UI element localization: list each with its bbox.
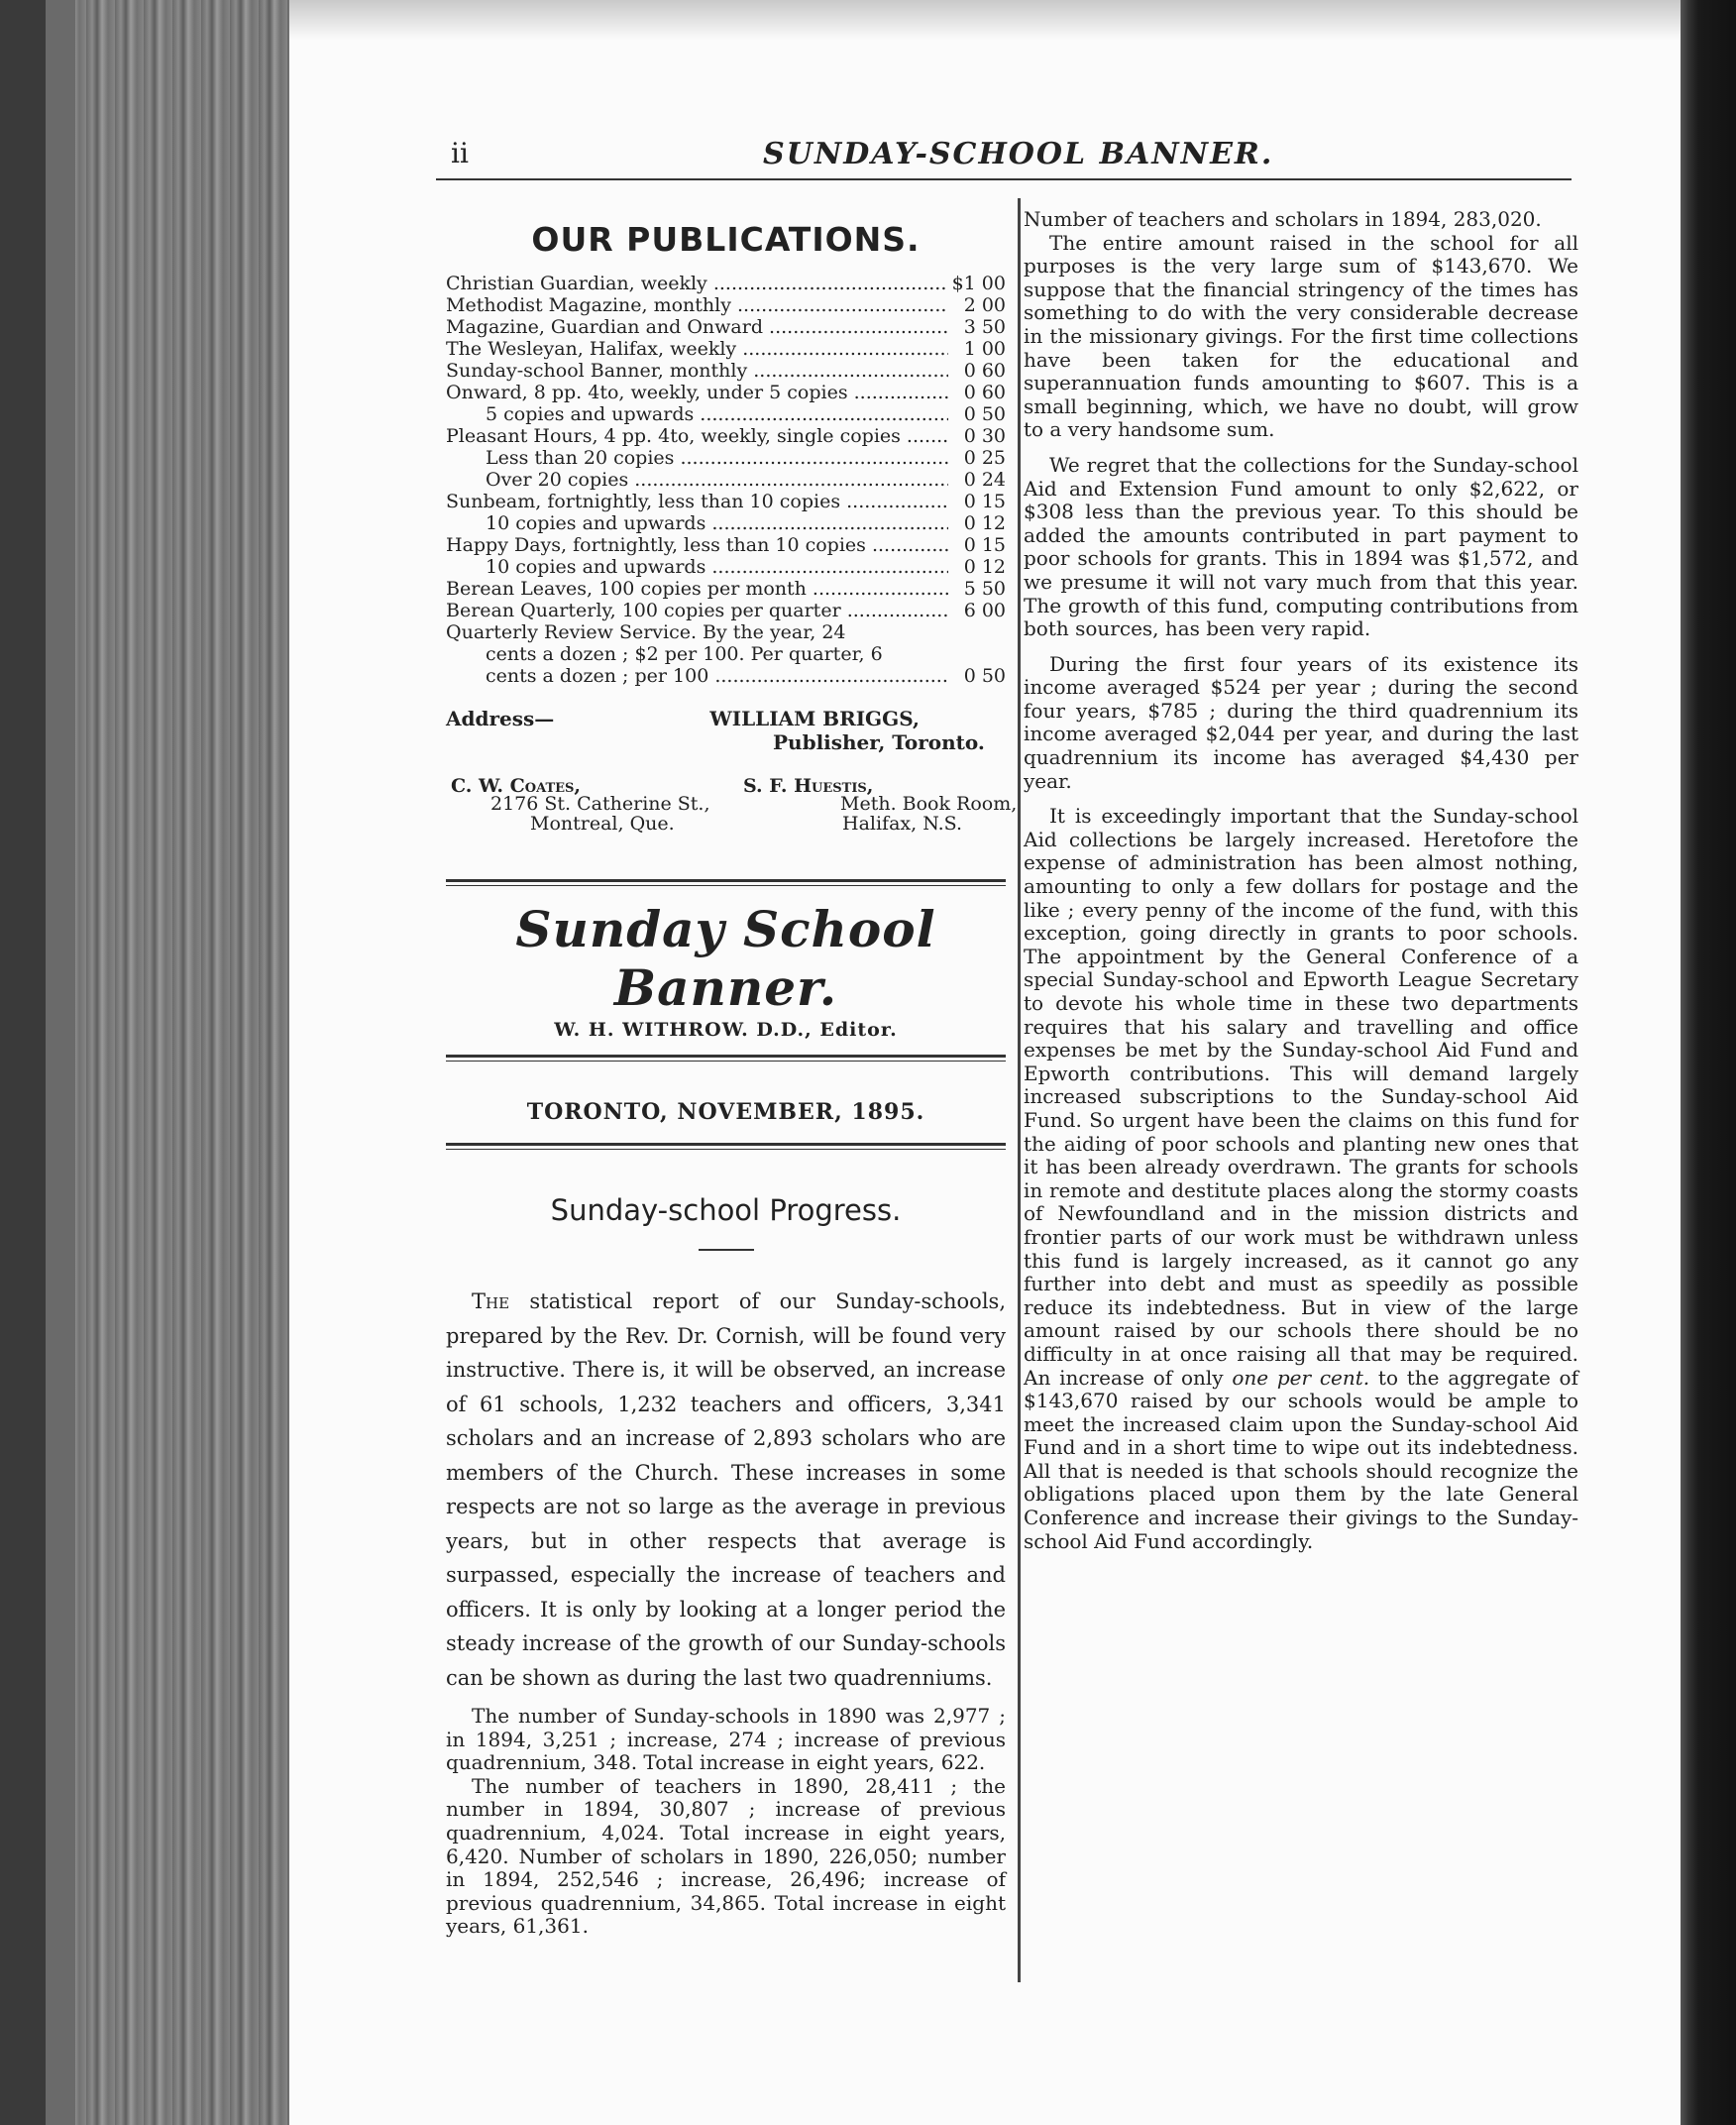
- right-column: [1024, 208, 1578, 1553]
- paragraph-8-text-a: It is exceedingly important that the Sunday-school Aid collections be largely increased. Heretofore the expense of administration has been almost nothing, amounting to only a few dollars for postage and the like ; every penny of the income of the fund, with this exception, going directly in grants to poor schools. The appointment by the General Conference of a special Sunday-school and Epworth League Secretary to devote his whole time in these two departments requires that his salary and travelling and office expenses be met by the Sunday-school Aid Fund and Epworth contributions. This will demand largely increased subscriptions to the Sunday-school Aid Fund. So urgent have been the claims on this fund for the aiding of poor schools and planting new ones that it has been already overdrawn. The grants for schools in remote and destitute places along the stormy coasts of Newfoundland and in the mission districts and frontier parts of our work must be withdrawn unless this fund is largely increased, as it cannot go any further into debt and must as speedily as possible reduce its indebtedness. But in view of the large amount raised by our schools there should be no difficulty in at once raising all that may be required. An increase of only: [1024, 804, 1578, 1390]
- article-paragraph-8: [1024, 805, 1578, 1553]
- dateline: TORONTO, NOVEMBER, 1895.: [526, 1099, 925, 1125]
- drop-word: The: [472, 1289, 510, 1313]
- masthead-title: Sunday School Banner.: [515, 900, 936, 1017]
- price-row: [446, 403, 1006, 425]
- publication-name: Over 20 copies .....: [446, 469, 948, 491]
- article-paragraph-6: We regret that the collections for the Sunday-school Aid and Extension Fund amount to only $2,622, or $308 less than the previous year. To this should be added the amounts contributed in part payment to poor schools for grants. This in 1894 was $1,572, and we presume it will not vary much from that this year. The growth of this fund, computing contributions from both sources, has been very rapid.: [1024, 452, 1578, 641]
- halifax-agent: S. F. Huestis,: [743, 775, 874, 797]
- spine-shadow: [46, 0, 75, 2125]
- publication-price: $1 00: [951, 273, 1006, 294]
- publication-price: 0 50: [963, 403, 1006, 425]
- header-rule: [436, 178, 1572, 180]
- paragraph-8-text-b: to the aggregate of $143,670 raised by our schools would be ample to meet the increased claim upon the Sunday-school Aid Fund and in a short time to wipe out its indebtedness. All that is needed is that schools should recognize the obligations placed upon them by the late General Conference and increase their givings to the Sunday-school Aid Fund accordingly.: [1024, 1365, 1578, 1553]
- publication-name: Less than 20 copies .....: [446, 447, 948, 469]
- publication-name: 5 copies and upwards .....: [446, 403, 948, 425]
- price-row: [446, 578, 1006, 600]
- running-title: SUNDAY-SCHOOL BANNER.: [763, 137, 1274, 171]
- publication-name: Happy Days, fortnightly, less than 10 copies .....: [446, 534, 948, 556]
- price-row: [446, 316, 1006, 338]
- price-row: [446, 512, 1006, 534]
- article-paragraph-4: Number of teachers and scholars in 1894, 283,020.: [1024, 207, 1542, 231]
- paragraph-8-emphasis: one per cent.: [1232, 1365, 1370, 1390]
- price-row: [446, 360, 1006, 382]
- publication-price: [948, 643, 1006, 665]
- publication-name: Quarterly Review Service. By the year, 24: [446, 621, 846, 643]
- publication-price: 2 00: [963, 294, 1006, 316]
- price-row: [446, 338, 1006, 360]
- montreal-city: Montreal, Que.: [530, 813, 675, 835]
- publication-price: 6 00: [963, 600, 1006, 621]
- article-title: Sunday-school Progress.: [550, 1193, 902, 1227]
- publication-name: Christian Guardian, weekly .....: [446, 273, 948, 294]
- halifax-city: Halifax, N.S.: [842, 813, 963, 835]
- editor-line: W. H. WITHROW. D.D., Editor.: [554, 1019, 898, 1041]
- address-block: [446, 707, 1006, 730]
- price-row: [446, 425, 1006, 447]
- publisher-place: Publisher, Toronto.: [773, 730, 985, 754]
- publication-price: 0 24: [963, 469, 1006, 491]
- publication-price: [948, 621, 1006, 643]
- publication-price: 5 50: [963, 578, 1006, 600]
- price-row: [446, 600, 1006, 621]
- publication-price: 0 25: [963, 447, 1006, 469]
- article-paragraph-1: [446, 1285, 1006, 1695]
- publication-name: Pleasant Hours, 4 pp. 4to, weekly, single copies .....: [446, 425, 948, 447]
- article-paragraph-7: During the first four years of its existence its income averaged $524 per year ; during the second four years, $785 ; during the third quadrennium its income averaged $2,044 per year, and during the last quadrennium its income has averaged $4,430 per year.: [1024, 651, 1578, 793]
- page-top-shadow: [289, 0, 1681, 40]
- publication-price: 0 50: [963, 665, 1006, 687]
- price-row: [446, 469, 1006, 491]
- price-row: [446, 643, 1006, 665]
- publication-price: 0 15: [963, 491, 1006, 512]
- price-row: [446, 491, 1006, 512]
- spine-edge: [0, 0, 46, 2125]
- montreal-street: 2176 St. Catherine St.,: [490, 793, 710, 815]
- masthead-rule-top: [446, 879, 1006, 886]
- price-row: [446, 273, 1006, 294]
- price-list: [446, 273, 1006, 687]
- publication-name: Sunbeam, fortnightly, less than 10 copies .....: [446, 491, 948, 512]
- left-column: [446, 208, 1018, 1939]
- publication-name: cents a dozen ; per 100 .....: [446, 665, 948, 687]
- publication-price: 0 60: [963, 382, 1006, 403]
- publisher-name: WILLIAM BRIGGS,: [709, 707, 920, 730]
- halifax-office: Meth. Book Room,: [840, 793, 1018, 815]
- publication-price: 0 30: [963, 425, 1006, 447]
- publication-name: Berean Leaves, 100 copies per month .....: [446, 578, 948, 600]
- price-row: [446, 294, 1006, 316]
- publication-name: Methodist Magazine, monthly .....: [446, 294, 948, 316]
- price-row: [446, 621, 1006, 643]
- publication-name: Onward, 8 pp. 4to, weekly, under 5 copies .....: [446, 382, 948, 403]
- column-rule: [1018, 198, 1021, 1982]
- publication-price: 0 15: [963, 534, 1006, 556]
- publication-name: Sunday-school Banner, monthly .....: [446, 360, 948, 382]
- article-paragraph-2: The number of Sunday-schools in 1890 was 2,977 ; in 1894, 3,251 ; increase, 274 ; increase of previous quadrennium, 348. Total increase in eight years, 622.: [446, 1704, 1006, 1775]
- price-row: [446, 665, 1006, 687]
- title-rule: [699, 1249, 754, 1251]
- page-number: ii: [451, 137, 469, 169]
- masthead-rule-mid: [446, 1055, 1006, 1062]
- publication-name: The Wesleyan, Halifax, weekly .....: [446, 338, 948, 360]
- price-row: [446, 556, 1006, 578]
- publication-name: Magazine, Guardian and Onward .....: [446, 316, 948, 338]
- publication-name: Berean Quarterly, 100 copies per quarter .....: [446, 600, 948, 621]
- paragraph-1-text: statistical report of our Sunday-schools, prepared by the Rev. Dr. Cornish, will be found very instructive. There is, it will be observed, an increase of 61 schools, 1,232 teachers and officers, 3,341 scholars and an increase of 2,893 scholars who are members of the Church. These increases in some respects are not so large as the average in previous years, but in other respects that average is surpassed, especially the increase of teachers and officers. It is only by looking at a longer period the steady increase of the growth of our Sunday-schools can be shown as during the last two quadrenniums.: [446, 1289, 1006, 1690]
- publication-price: 0 60: [963, 360, 1006, 382]
- publication-name: cents a dozen ; $2 per 100. Per quarter, 6: [486, 643, 883, 665]
- masthead-rule-bottom: [446, 1143, 1006, 1150]
- publication-name: 10 copies and upwards .....: [446, 512, 948, 534]
- publication-price: 1 00: [963, 338, 1006, 360]
- publication-price: 0 12: [963, 512, 1006, 534]
- article-paragraph-5: The entire amount raised in the school for all purposes is the very large sum of $143,670. We suppose that the financial stringency of the times has something to do with the very considerable decrease in the missionary givings. For the first time collections have been taken for the educational and superannuation funds amounting to $607. This is a small beginning, which, we have no doubt, will grow to a very handsome sum.: [1024, 230, 1578, 442]
- article-paragraph-3: The number of teachers in 1890, 28,411 ; the number in 1894, 30,807 ; increase of previous quadrennium, 4,024. Total increase in eight years, 6,420. Number of scholars in 1890, 226,050; number in 1894, 252,546 ; increase, 26,496; increase of previous quadrennium, 34,865. Total increase in eight years, 61,361.: [446, 1773, 1006, 1939]
- address-grid: [446, 730, 1018, 869]
- publication-price: 3 50: [963, 316, 1006, 338]
- publication-price: 0 12: [963, 556, 1006, 578]
- facing-page-edge: [1681, 0, 1736, 2125]
- montreal-agent: C. W. Coates,: [451, 775, 582, 797]
- publications-title: OUR PUBLICATIONS.: [531, 220, 921, 259]
- price-row: [446, 534, 1006, 556]
- address-label: Address—: [446, 707, 555, 730]
- price-row: [446, 447, 1006, 469]
- price-row: [446, 382, 1006, 403]
- publication-name: 10 copies and upwards .....: [446, 556, 948, 578]
